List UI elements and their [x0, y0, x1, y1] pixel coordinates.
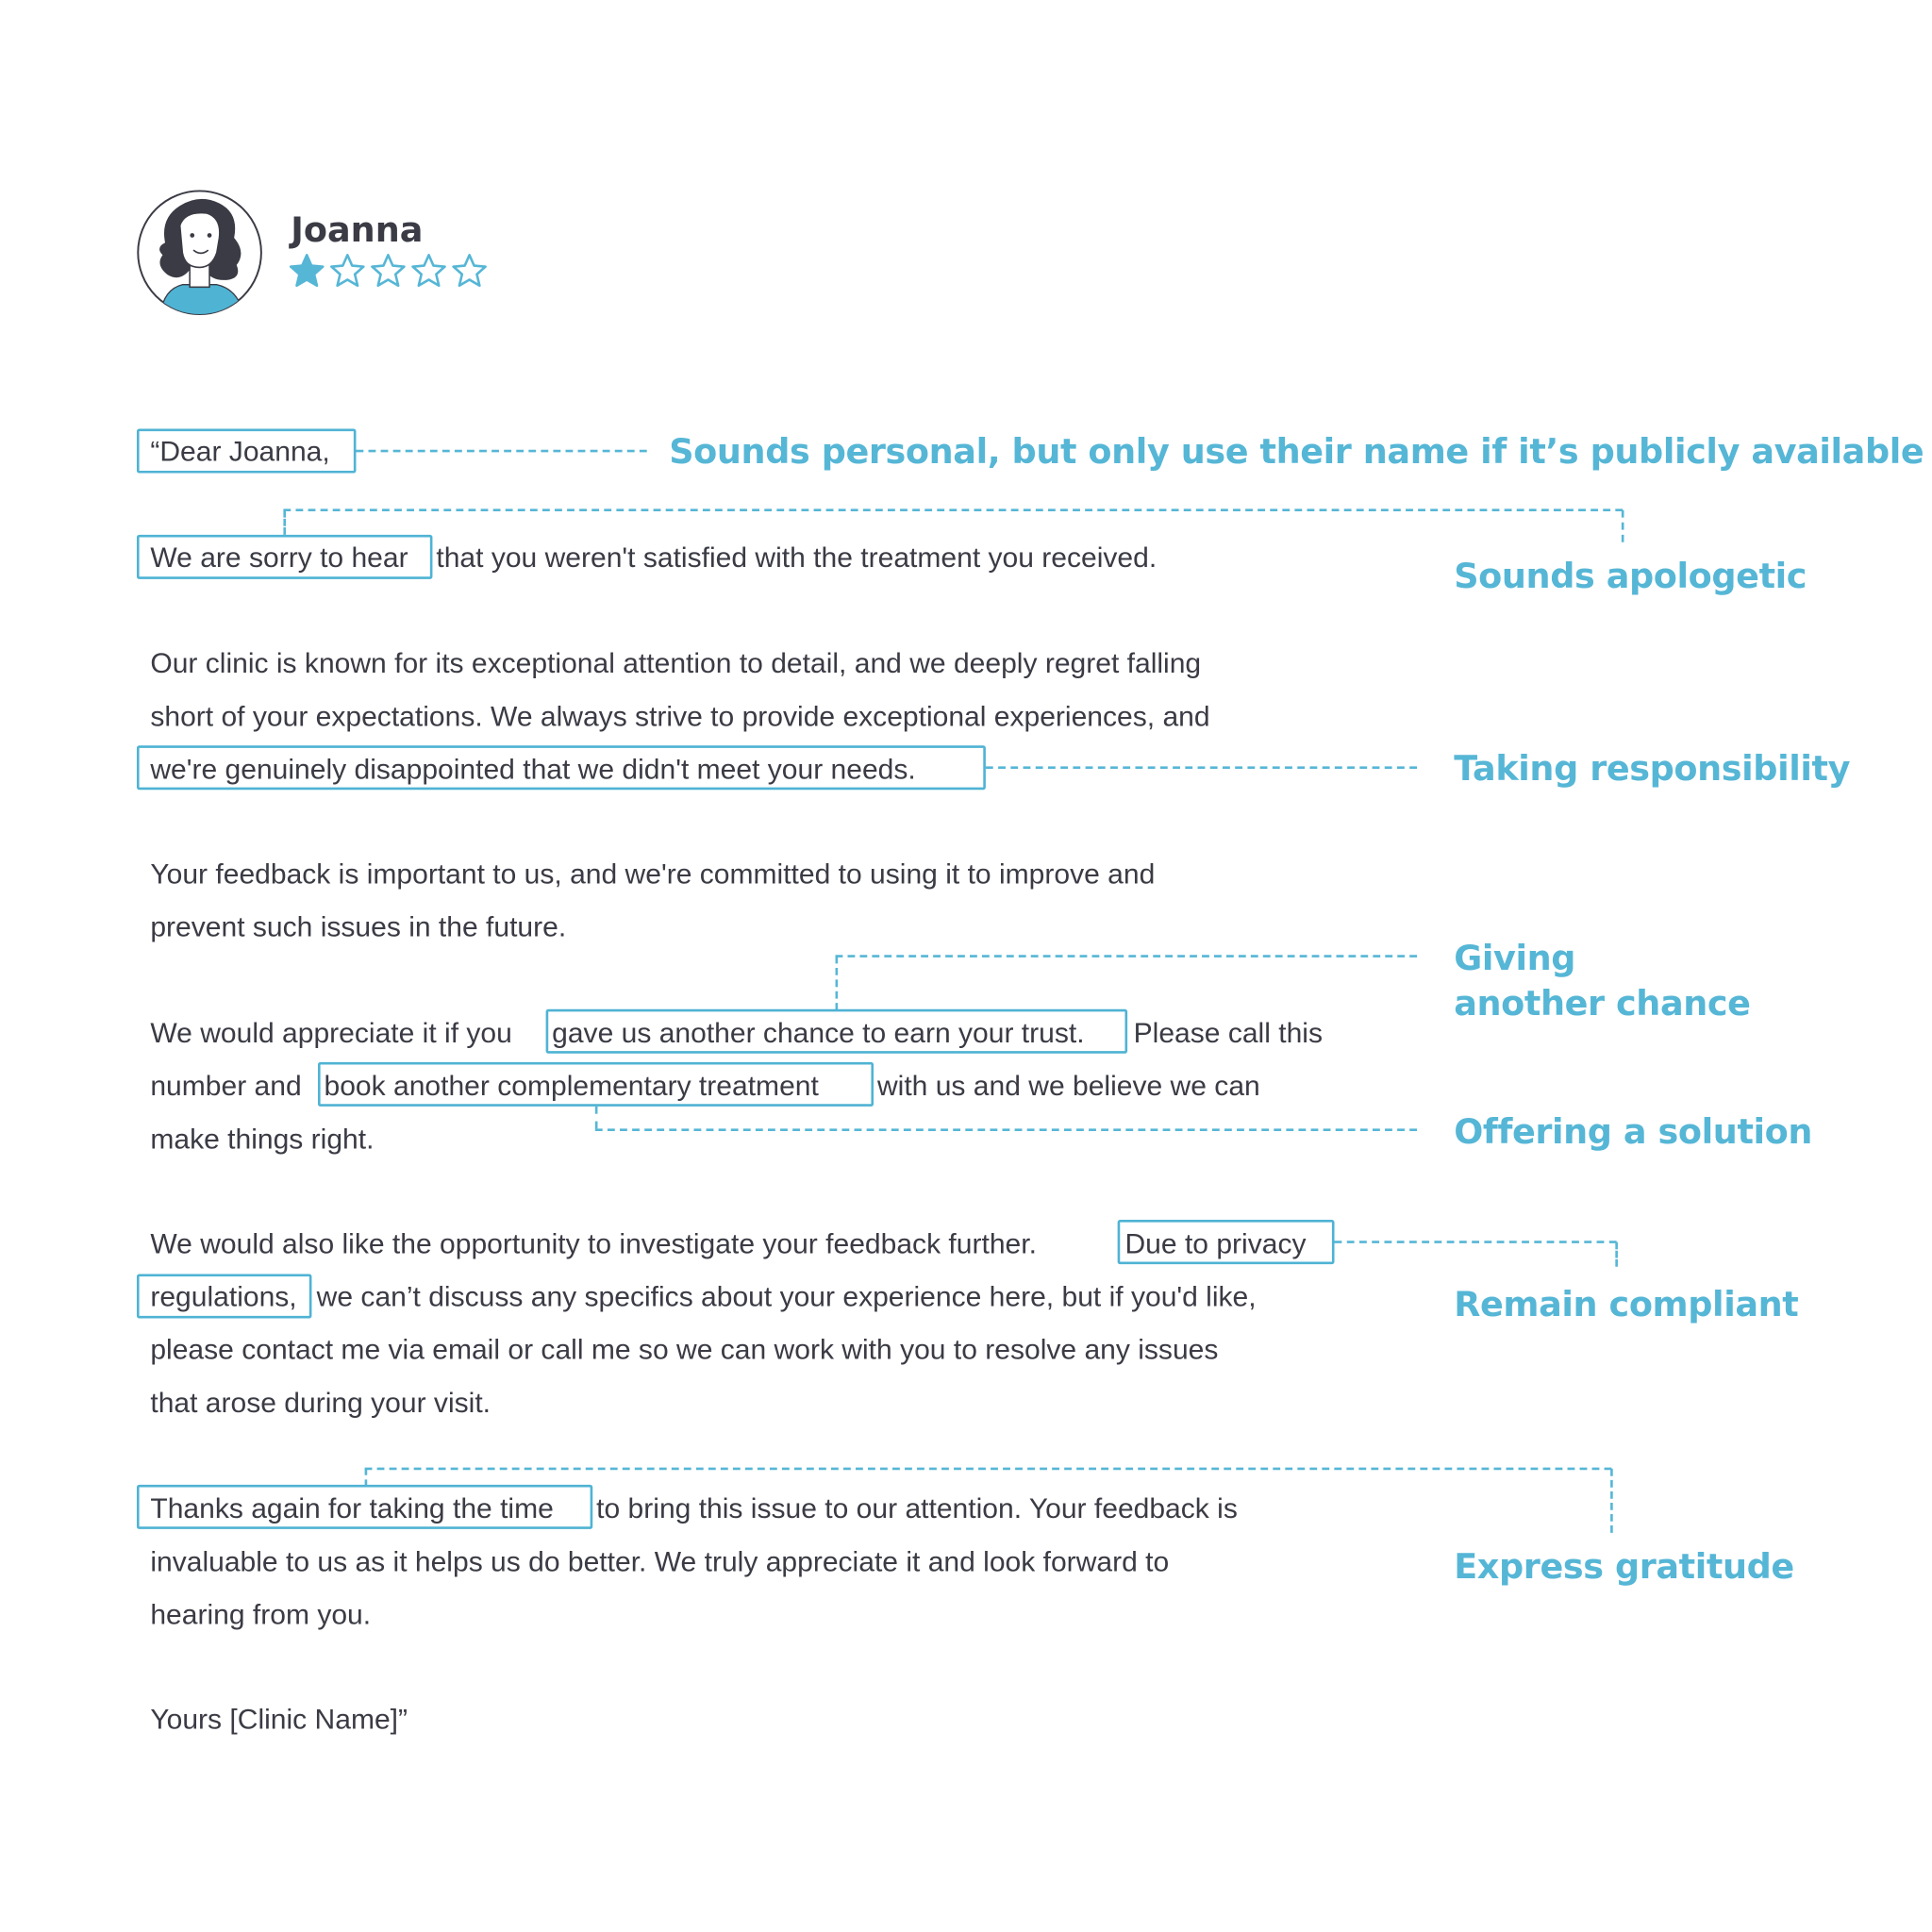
letter-text: with us and we believe we can [876, 1069, 1260, 1102]
letter-text: hearing from you. [150, 1598, 372, 1630]
annotation-apologetic: Sounds apologetic [1454, 556, 1807, 597]
connector-line [356, 450, 646, 453]
letter-text: number and [150, 1069, 302, 1102]
connector-line [595, 1128, 1417, 1131]
letter-text: we can’t discuss any specifics about your experience here, but if you'd like, [316, 1280, 1257, 1313]
letter-text: prevent such issues in the future. [150, 910, 567, 943]
connector-line [836, 957, 839, 1010]
greeting: “Dear Joanna, [150, 435, 330, 468]
letter-text: short of your expectations. We always strive to provide exceptional experiences, and [150, 699, 1210, 732]
connector-line [365, 1469, 368, 1486]
letter-text: Due to privacy [1124, 1226, 1307, 1259]
connector-line [1335, 1241, 1617, 1243]
connector-line [1615, 1242, 1618, 1267]
letter-text: We would also like the opportunity to investigate your feedback further. [150, 1226, 1037, 1259]
woman-avatar-icon [136, 189, 264, 317]
letter-text: We are sorry to hear [150, 541, 408, 574]
letter-text: Thanks again for taking the time [150, 1491, 554, 1524]
annotation-solution: Offering a solution [1454, 1111, 1813, 1153]
star-empty-icon [370, 253, 407, 290]
annotation-personal: Sounds personal, but only use their name if it’s publicly available [669, 431, 1924, 473]
connector-line [283, 508, 1623, 511]
connector-line [283, 510, 286, 535]
star-filled-icon [289, 253, 325, 290]
letter-text: that you weren't satisfied with the treatment you received. [436, 541, 1158, 574]
annotation-another-chance: Giving [1454, 937, 1576, 979]
connector-line [986, 766, 1417, 769]
star-empty-icon [451, 253, 488, 290]
letter-text: regulations, [150, 1280, 297, 1313]
letter-text: gave us another chance to earn your trust. [552, 1016, 1085, 1049]
annotation-compliant: Remain compliant [1454, 1283, 1799, 1325]
letter-text: we're genuinely disappointed that we didn't meet your needs. [150, 753, 916, 785]
annotation-another-chance: another chance [1454, 983, 1751, 1024]
connector-line [836, 955, 1417, 958]
connector-line [595, 1107, 598, 1129]
letter-text: We would appreciate it if you [150, 1016, 512, 1049]
letter-text: Our clinic is known for its exceptional attention to detail, and we deeply regret falling [150, 646, 1202, 679]
letter-text: make things right. [150, 1122, 375, 1155]
annotation-responsibility: Taking responsibility [1454, 747, 1851, 789]
letter-text: please contact me via email or call me so we can work with you to resolve any issues [150, 1333, 1219, 1366]
star-empty-icon [329, 253, 366, 290]
letter-text: Your feedback is important to us, and we're committed to using it to improve and [150, 858, 1156, 891]
letter-text: Please call this [1133, 1016, 1324, 1049]
letter-text: that arose during your visit. [150, 1386, 491, 1419]
connector-line [1610, 1469, 1613, 1533]
star-rating [289, 253, 489, 290]
letter-text: book another complementary treatment [324, 1069, 819, 1102]
letter-text: invaluable to us as it helps us do better. We truly appreciate it and look forward to [150, 1544, 1170, 1577]
star-empty-icon [410, 253, 447, 290]
annotation-gratitude: Express gratitude [1454, 1546, 1794, 1588]
letter-text: to bring this issue to our attention. Your feedback is [596, 1491, 1238, 1524]
connector-line [365, 1468, 1612, 1471]
connector-line [1622, 510, 1624, 542]
signoff: Yours [Clinic Name]” [150, 1703, 408, 1736]
reviewer-name: Joanna [291, 209, 424, 251]
